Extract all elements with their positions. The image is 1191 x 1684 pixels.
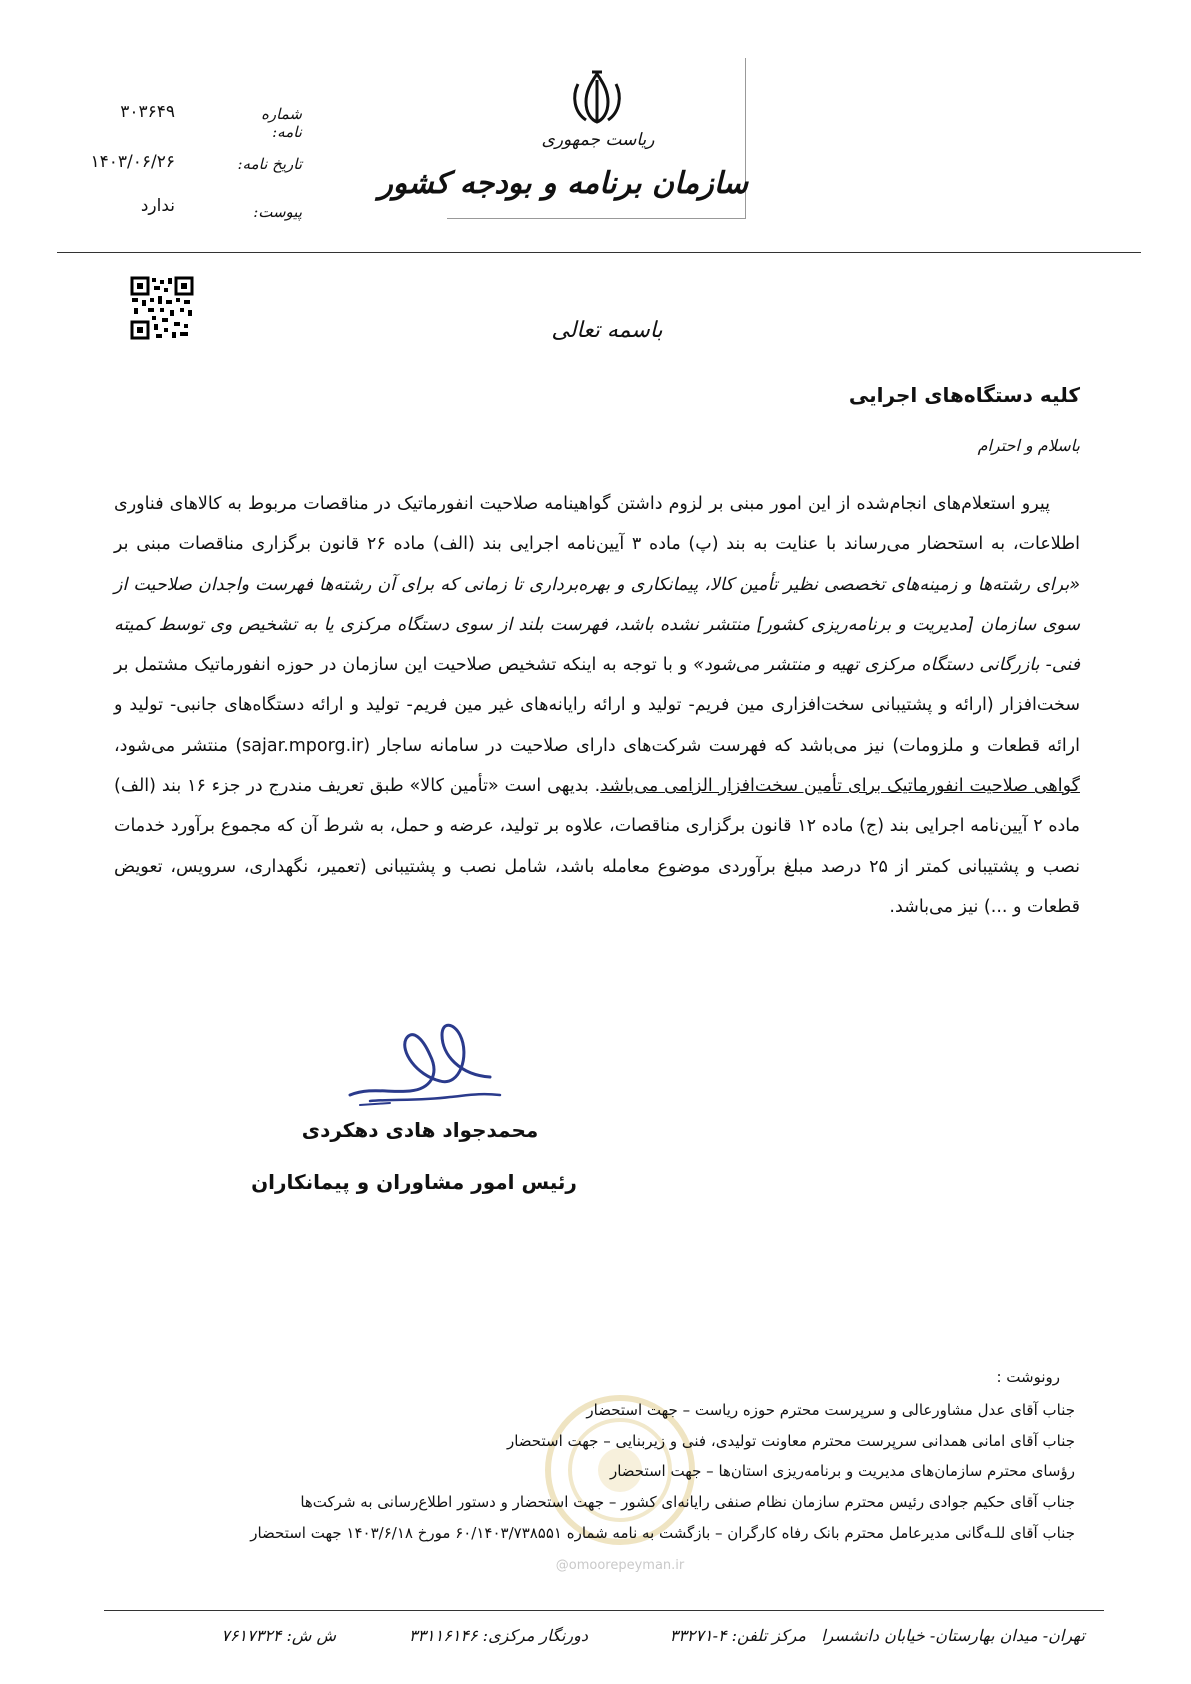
cc-item: جناب آقای عدل مشاورعالی و سرپرست محترم حوزه ریاست – جهت استحضار [586, 1401, 1075, 1419]
attachment-value: ندارد [140, 196, 175, 216]
watermark-text: @omoorepeyman.ir [555, 1558, 685, 1573]
iran-emblem-icon [568, 70, 626, 126]
cc-list [75, 1395, 1075, 1549]
body-legal-quote: «برای رشته‌ها و زمینه‌های تخصصی نظیر تأمین کالا، پیمانکاری و بهره‌برداری تا زمانی که برای آن رشته‌ها فهرست واجدان صلاحیت از سوی سازمان [مدیریت و برنامه‌ریزی کشور] منتشر نشده باشد، فهرست بلند از سوی دستگاه مرکزی یا به تشخیص وی توسط کمیته فنی- بازرگانی دستگاه مرکزی تهیه و منتشر می‌شود» [114, 574, 1080, 676]
signatory-name: محمدجواد هادی دهکردی [301, 1118, 539, 1142]
recipient: کلیه دستگاه‌های اجرایی [848, 383, 1080, 407]
salutation: باسلام و احترام [977, 436, 1080, 455]
org-subtitle: ریاست جمهوری [541, 130, 655, 150]
footer-address: تهران- میدان بهارستان- خیابان دانشسرا [821, 1626, 1085, 1645]
letter-date-value: ۱۴۰۳/۰۶/۲۶ [90, 152, 175, 172]
cc-title: رونوشت : [996, 1368, 1060, 1386]
cc-item: جناب آقای للـه‌گانی مدیرعامل محترم بانک رفاه کارگران – بازگشت به نامه شماره ۶۰/۱۴۰۳/۷۳۸۵۵۱ مورخ ۱۴۰۳/۶/۱۸ جهت استحضار [250, 1523, 1075, 1542]
cc-item: جناب آقای امانی همدانی سرپرست محترم معاونت تولیدی، فنی و زیربنایی – جهت استحضار [506, 1431, 1075, 1450]
letter-number-label: شماره نامه: [261, 105, 302, 141]
letter-body [114, 484, 1080, 927]
invocation: باسمه تعالی [551, 318, 663, 343]
footer-postal-code: ش ش: ۷۶۱۷۳۲۴ [221, 1626, 336, 1645]
body-underlined-requirement: گواهی صلاحیت انفورماتیک برای تأمین سخت‌افزار الزامی می‌باشد [600, 776, 1080, 797]
header-divider [57, 252, 1141, 253]
body-paragraph-end: . بدیهی است «تأمین کالا» طبق تعریف مندرج در جزء ۱۶ بند (الف) ماده ۲ آیین‌نامه اجرایی بند (ج) ماده ۱۲ قانون برگزاری مناقصات، علاوه بر تولید، عرضه و حمل، به شرط آن که مجموع برآورد خدمات نصب و پشتیبانی کمتر از ۲۵ درصد مبلغ برآوردی موضوع معامله باشد، شامل نصب و پشتیبانی (تعمیر، نگهداری، سرویس، تعویض قطعات و ...) نیز می‌باشد. [114, 776, 1081, 917]
footer-divider [104, 1610, 1104, 1611]
cc-item: جناب آقای حکیم جوادی رئیس محترم سازمان نظام صنفی رایانه‌ای کشور – جهت استحضار و دستور اطلاع‌رسانی به شرکت‌ها [300, 1493, 1075, 1512]
footer-phone: مرکز تلفن: ۴-۳۳۲۷۱ [669, 1626, 806, 1645]
handwritten-signature [330, 1015, 520, 1115]
cc-item: رؤسای محترم سازمان‌های مدیریت و برنامه‌ریزی استان‌ها – جهت استحضار [609, 1462, 1075, 1481]
org-name: سازمان برنامه و بودجه کشور [378, 166, 748, 201]
attachment-label: پیوست: [253, 203, 302, 221]
letter-date-label: تاریخ نامه: [237, 155, 302, 173]
qr-code-icon [130, 276, 194, 340]
footer-fax: دورنگار مرکزی: ۳۳۱۱۶۱۴۶ [408, 1626, 588, 1645]
letter-number-value: ۳۰۳۶۴۹ [120, 102, 175, 122]
body-paragraph-intro: پیرو استعلام‌های انجام‌شده از این امور مبنی بر لزوم داشتن گواهینامه صلاحیت انفورماتیک در مناقصات مربوط به کالاهای فناوری اطلاعات، به استحضار می‌رساند با عنایت به بند (پ) ماده ۳ آیین‌نامه اجرایی بند (الف) ماده ۲۶ قانون برگزاری مناقصات مبنی بر [114, 494, 1081, 555]
body-paragraph-middle: و با توجه به اینکه تشخیص صلاحیت این سازمان در حوزه انفورماتیک مشتمل بر سخت‌افزار (ارائه و پشتیبانی سخت‌افزاری مین فریم- تولید و ارائه رایانه‌های غیر مین فریم- تولید و ارائه دستگاه‌های جانبی- تولید و ارائه قطعات و ملزومات) نیز می‌باشد که فهرست شرکت‌های دارای صلاحیت در سامانه ساجار (sajar.mporg.ir) منتشر می‌شود، [114, 655, 1080, 756]
signatory-title: رئیس امور مشاوران و پیمانکاران [251, 1170, 577, 1194]
